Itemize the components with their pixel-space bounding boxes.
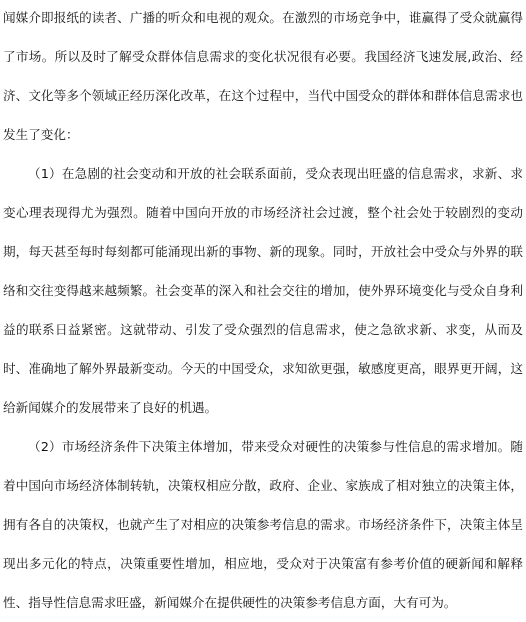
paragraph-point-1: （1）在急剧的社会变动和开放的社会联系面前，受众表现出旺盛的信息需求，求新、求变心理表现得尤为强烈。随着中国向开放的市场经济社会过渡，整个社会处于较剧烈的变动期，每天甚至每时每刻都可能涌现出新的事物、新的现象。同时，开放社会中受众与外界的联络和交往变得越来越频繁。社会变革的深入和社会交往的增加，使外界环境变化与受众自身利益的联系日益紧密。这就带动、引发了受众强烈的信息需求，使之急欲求新、求变，从而及时、准确地了解外界最新变动。今天的中国受众，求知欲更强，敏感度更高，眼界更开阔，这给新闻媒介的发展带来了良好的机遇。 bbox=[3, 166, 523, 415]
paragraph-intro: 闻媒介即报纸的读者、广播的听众和电视的观众。在激烈的市场竞争中，谁赢得了受众就赢得了市场。所以及时了解受众群体信息需求的变化状况很有必要。我国经济飞速发展,政治、经济、文化等多个领域正经历深化改革，在这个过程中，当代中国受众的群体和群体信息需求也发生了变化： bbox=[3, 10, 523, 142]
document-body bbox=[3, 0, 523, 622]
paragraph-point-2: （2）市场经济条件下决策主体增加，带来受众对硬性的决策参与性信息的需求增加。随着中国向市场经济体制转轨，决策权相应分散，政府、企业、家族成了相对独立的决策主体，拥有各自的决策权，也就产生了对相应的决策参考信息的需求。市场经济条件下，决策主体呈现出多元化的特点，决策重要性增加，相应地，受众对于决策富有参考价值的硬新闻和解释性、指导性信息需求旺盛，新闻媒介在提供硬性的决策参考信息方面，大有可为。 bbox=[3, 439, 523, 610]
